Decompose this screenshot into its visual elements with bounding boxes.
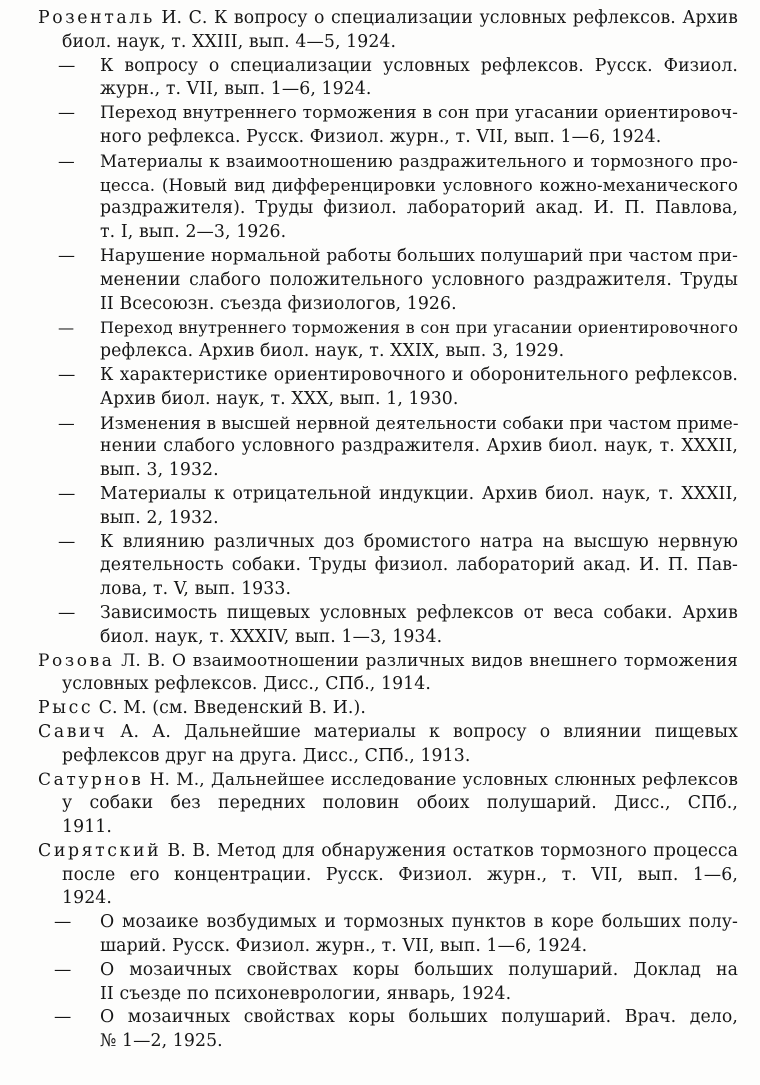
author-surname: Розенталь (38, 8, 155, 28)
entry-line (38, 983, 738, 1007)
entry-line (38, 864, 738, 888)
author-surname: Сирятский (38, 840, 162, 861)
entry-line (38, 31, 738, 55)
entry-text: К вопросу о специализации условных рефлексов. Русск. Физиол. (100, 55, 738, 76)
ditto-dash: — (58, 412, 75, 433)
entry-text: нении слабого условного раздражителя. Архив биол. наук, т. XXXII, (100, 436, 738, 457)
bibliography-subentry (38, 102, 738, 150)
bibliography-entry (38, 7, 738, 55)
entry-text: С. М. (см. Введенский В. И.). (98, 698, 366, 719)
entry-line (38, 745, 738, 769)
entry-line (38, 293, 738, 317)
ditto-dash: — (58, 103, 76, 124)
entry-line (38, 792, 738, 816)
entry-line (38, 673, 738, 697)
entry-line (38, 816, 738, 840)
entry-text: О мозаике возбудимых и тормозных пунктов в коре больших полу- (100, 912, 738, 933)
entry-text: Архив биол. наук, т. XXX, вып. 1, 1930. (100, 388, 459, 409)
bibliography-subentry (38, 911, 738, 959)
ditto-dash: — (58, 483, 76, 504)
entry-text: 1924. (62, 888, 112, 909)
entry-text: после его концентрации. Русск. Физиол. журн., т. VII, вып. 1—6, (62, 864, 738, 885)
entry-line (38, 602, 738, 626)
bibliography-subentry (38, 55, 738, 103)
ditto-dash: — (58, 364, 76, 385)
ditto-dash: — (58, 602, 76, 623)
entry-text: Материалы к взаимоотношению раздражительного и тормозного про- (100, 150, 738, 171)
entry-line (38, 316, 738, 340)
author-surname: Сатурнов (38, 769, 144, 790)
ditto-dash: — (58, 55, 76, 76)
bibliography-subentry (38, 602, 738, 650)
bibliography-entry (38, 840, 738, 911)
entry-text: цесса. (Новый вид дифференцировки условного кожно-механического (100, 174, 738, 195)
ditto-dash: — (54, 1007, 72, 1028)
entry-line (38, 1006, 738, 1030)
entry-text: шарий. Русск. Физиол. журн., т. VII, вып. 1—6, 1924. (100, 936, 588, 957)
entry-text: Л. В. О взаимоотношении различных видов внешнего торможения (121, 650, 739, 671)
entry-text: А. А. Дальнейшие материалы к вопросу о влиянии пищевых (120, 721, 738, 742)
entry-text: Зависимость пищевых условных рефлексов от веса собаки. Архив (100, 602, 738, 623)
entry-text: Переход внутреннего торможения в сон при угасании ориентировоч- (100, 103, 738, 124)
ditto-dash: — (54, 912, 72, 933)
entry-text: биол. наук, т. XXIII, вып. 4—5, 1924. (62, 31, 397, 52)
entry-line (38, 412, 738, 436)
ditto-dash: — (58, 531, 76, 552)
entry-line (38, 459, 738, 483)
entry-text: В. В. Метод для обнаружения остатков тормозного процесса (167, 840, 739, 861)
entry-text: Изменения в высшей нервной деятельности собаки при частом приме- (100, 412, 739, 433)
entry-line (38, 911, 738, 935)
entry-text: журн., т. VII, вып. 1—6, 1924. (100, 79, 372, 100)
author-surname: Савич (38, 721, 108, 742)
entry-text: лова, т. V, вып. 1933. (100, 579, 292, 600)
entry-text: ного рефлекса. Русск. Физиол. журн., т. VII, вып. 1—6, 1924. (100, 126, 662, 147)
entry-line (38, 221, 738, 245)
bibliography-subentry (38, 1006, 738, 1054)
bibliography-entry (38, 650, 738, 698)
entry-text: т. I, вып. 2—3, 1926. (100, 222, 287, 243)
entry-text: рефлекса. Архив биол. наук, т. XXIX, вып. 3, 1929. (100, 341, 565, 362)
entry-text: 1911. (62, 817, 112, 838)
ditto-dash: — (58, 318, 75, 338)
entry-line (38, 1030, 738, 1054)
entry-line (38, 197, 738, 221)
entry-text: деятельность собаки. Труды физиол. лабораторий акад. И. П. Пав- (100, 555, 738, 576)
entry-text: биол. наук, т. XXXIV, вып. 1—3, 1934. (100, 626, 443, 647)
bibliography-subentry (38, 245, 738, 316)
entry-text: рефлексов друг на друга. Дисс., СПб., 1913. (62, 745, 471, 766)
entry-line (38, 887, 738, 911)
entry-line (38, 721, 738, 745)
entry-text: № 1—2, 1925. (100, 1031, 223, 1052)
entry-text: О мозаичных свойствах коры больших полушарий. Доклад на (100, 959, 738, 980)
entry-text: менении слабого положительного условного раздражителя. Труды (100, 269, 738, 290)
entry-text: условных рефлексов. Дисс., СПб., 1914. (62, 674, 431, 695)
entry-line (38, 531, 738, 555)
bibliography-entry (38, 697, 738, 721)
entry-text: К характеристике ориентировочного и оборонительного рефлексов. (100, 364, 738, 385)
bibliography-subentry (38, 531, 738, 602)
entry-line (38, 269, 738, 293)
ditto-dash: — (58, 245, 76, 266)
entry-line (38, 388, 738, 412)
entry-text: II съезде по психоневрологии, январь, 1924. (100, 983, 512, 1004)
entry-text: вып. 2, 1932. (100, 507, 219, 528)
entry-line (38, 340, 738, 364)
bibliography-subentry (38, 364, 738, 412)
entry-text: Н. М., Дальнейшее исследование условных слюнных рефлексов (149, 769, 738, 790)
entry-line (38, 435, 738, 459)
entry-text: О мозаичных свойствах коры больших полушарий. Врач. дело, (100, 1007, 738, 1028)
entry-text: Нарушение нормальной работы больших полушарий при частом при- (100, 245, 738, 266)
entry-line (38, 578, 738, 602)
entry-text: II Всесоюзн. съезда физиологов, 1926. (100, 293, 457, 314)
entry-line (38, 959, 738, 983)
bibliography-list (38, 7, 738, 1054)
bibliography-entry (38, 769, 738, 840)
bibliography-subentry (38, 150, 738, 245)
entry-line (38, 364, 738, 388)
entry-line (38, 554, 738, 578)
entry-line (38, 769, 738, 793)
entry-line (38, 174, 738, 198)
entry-text: Переход внутреннего торможения в сон при угасании ориентировочного (100, 318, 738, 338)
ditto-dash: — (58, 150, 75, 171)
entry-text: Материалы к отрицательной индукции. Архив биол. наук, т. XXXII, (100, 483, 738, 504)
entry-line (38, 507, 738, 531)
entry-text: раздражителя). Труды физиол. лабораторий акад. И. П. Павлова, (100, 198, 738, 219)
entry-text: у собаки без передних половин обоих полушарий. Дисс., СПб., (62, 793, 738, 814)
entry-line (38, 126, 738, 150)
entry-line (38, 55, 738, 79)
entry-text: вып. 3, 1932. (100, 460, 219, 481)
entry-line (38, 697, 738, 721)
entry-line (38, 150, 738, 174)
entry-line (38, 102, 738, 126)
entry-line (38, 78, 738, 102)
ditto-dash: — (54, 959, 72, 980)
bibliography-subentry (38, 316, 738, 364)
entry-line (38, 626, 738, 650)
author-surname: Розова (38, 650, 115, 671)
entry-line (38, 935, 738, 959)
entry-line (38, 245, 738, 269)
entry-line (38, 840, 738, 864)
bibliography-subentry (38, 412, 738, 483)
entry-line (38, 483, 738, 507)
bibliography-subentry (38, 959, 738, 1007)
entry-text: И. С. К вопросу о специализации условных рефлексов. Архив (161, 8, 739, 28)
bibliography-entry (38, 721, 738, 769)
author-surname: Рысс (38, 698, 94, 719)
bibliography-subentry (38, 483, 738, 531)
entry-line (38, 650, 738, 674)
entry-line (38, 7, 738, 31)
entry-text: К влиянию различных доз бромистого натра на высшую нервную (100, 531, 738, 552)
